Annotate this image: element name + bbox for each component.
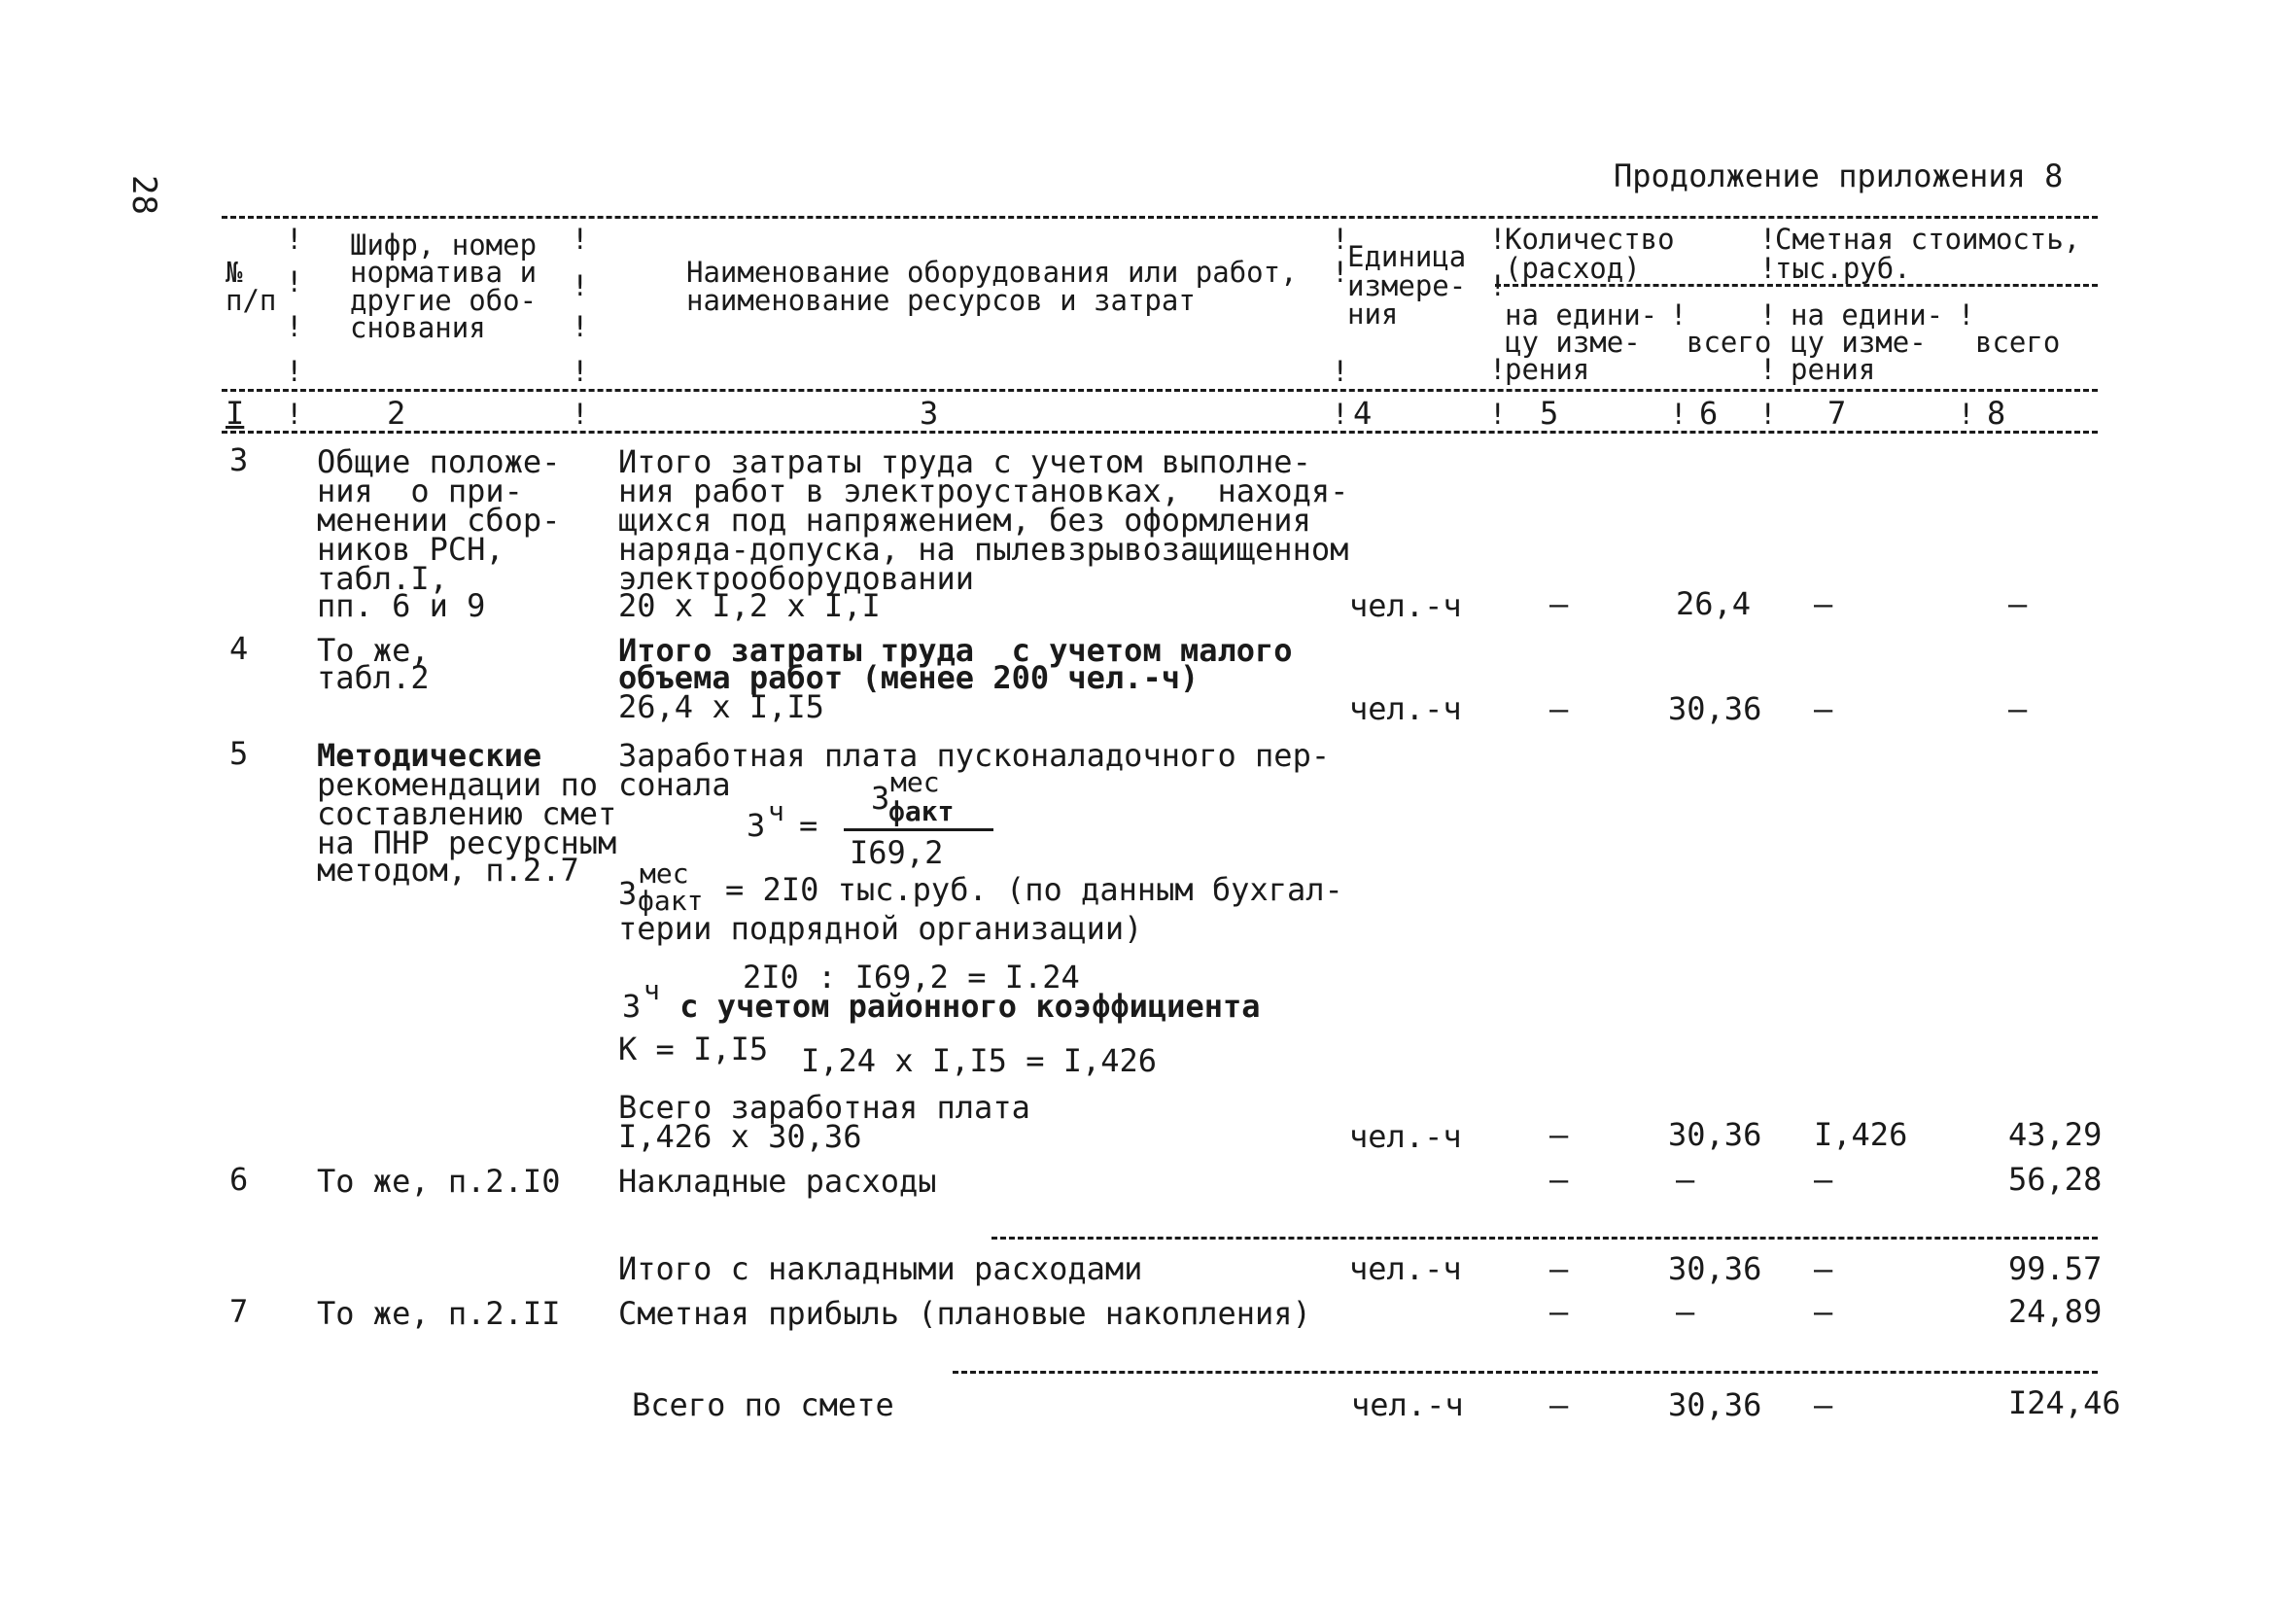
column-number-2: 2 [387,395,406,432]
separator: ! [286,265,303,298]
row-number: 5 [229,735,249,772]
separator: ! [572,269,589,302]
formula2-sup: мес [640,857,689,890]
coef-value: К = I,I5 [618,1031,769,1067]
column-number-8: 8 [1987,395,2006,432]
cost-group-header-line2: тыс.руб. [1775,252,1911,285]
quantity-group-header-line2: (расход) [1505,252,1641,285]
separator: ! [572,398,589,431]
table-top-rule [222,216,2098,219]
basis-line: табл.I, [317,560,448,597]
col1-header-line1: № [226,256,243,289]
basis-line: составлению смет [317,795,617,832]
formula-num-sub: факт [888,795,955,827]
cost-total-cell: 99.57 [2008,1250,2103,1287]
separator: ! [572,310,589,343]
name-line: Всего заработная плата [618,1089,1030,1126]
row-number: 4 [229,630,249,667]
basis-line: Методические [317,737,542,774]
qty-unit-cell: – [1549,1250,1569,1287]
col6-header: всего [1687,326,1772,359]
name-line: сонала [618,766,731,803]
col2-header-line2: норматива и [350,256,538,289]
qty-total-cell: – [1676,1161,1695,1198]
coef-calc: I,24 х I,I5 = I,426 [801,1042,1158,1079]
col4-header-line1: Единица [1347,240,1467,273]
cost-total-cell: 43,29 [2008,1116,2103,1153]
row-number: 6 [229,1161,249,1198]
header-bottom-rule [222,389,2098,392]
name-line: 26,4 х I,I5 [618,688,824,725]
name-line: объема работ (менее 200 чел.-ч) [618,659,1200,696]
name-line: Итого с накладными расходами [618,1250,1143,1287]
cost-unit-cell: – [1814,1250,1833,1287]
separator: ! [286,223,303,256]
qty-total-cell: 30,36 [1668,1250,1762,1287]
cost-unit-cell: – [1814,1386,1833,1423]
fraction-bar [844,828,993,831]
col7-header-line2: цу изме- [1791,326,1927,359]
basis-line: То же, [317,632,430,669]
basis-line: менении сбор- [317,502,561,539]
name-line: Накладные расходы [618,1163,937,1200]
cost-total-cell: 24,89 [2008,1293,2103,1330]
separator: ! [1958,298,1975,332]
separator: ! [1759,298,1777,332]
qty-unit-cell: – [1549,1293,1569,1330]
cost-total-cell: – [2008,690,2028,727]
row-number: 3 [229,441,249,478]
basis-line: То же, п.2.I0 [317,1163,561,1200]
basis-line: методом, п.2.7 [317,852,579,889]
cost-total-cell: – [2008,585,2028,622]
calc2-sup: ч [644,974,660,1006]
col3-header-line1: Наименование оборудования или работ, [686,256,1298,289]
qty-total-cell: 26,4 [1676,585,1752,622]
cost-group-header-line1: Сметная стоимость, [1775,223,2081,256]
continuation-title: Продолжение приложения 8 [1614,157,2064,194]
row-number: 7 [229,1293,249,1330]
formula-den: I69,2 [850,834,944,871]
qty-unit-cell: – [1549,1116,1569,1153]
cost-unit-cell: I,426 [1814,1116,1908,1153]
col4-header-line2: измере- [1347,269,1467,302]
column-number-7: 7 [1827,395,1847,432]
separator: ! [286,355,303,388]
col7-header-line1: на едини- [1791,298,1944,332]
qty-unit-cell: – [1549,585,1569,622]
name-line: ния работ в электроустановках, находя- [618,472,1349,509]
formula-eq: = [799,807,818,844]
basis-line: ников РСН, [317,531,504,568]
separator: ! [1332,355,1349,388]
separator: ! [1759,398,1777,431]
calc2-sym: З [622,988,642,1025]
separator: ! [1332,223,1349,256]
formula2-text2: терии подрядной организации) [618,910,1143,947]
cost-total-cell: I24,46 [2008,1384,2121,1421]
cost-unit-cell: – [1814,1293,1833,1330]
unit-cell: чел.-ч [1349,1250,1462,1287]
qty-total-cell: 30,36 [1668,1386,1762,1423]
column-numbers-rule [222,431,2098,434]
column-number-3: 3 [920,395,939,432]
separator: ! [286,398,303,431]
quantity-group-header-line1: Количество [1505,223,1675,256]
basis-line: ния о при- [317,472,523,509]
col1-header-line2: п/п [226,284,277,317]
col2-header-line3: другие обо- [350,284,538,317]
col5-header-line2: цу изме- [1505,326,1641,359]
separator: ! [1958,398,1975,431]
name-line: Заработная плата пусконаладочного пер- [618,737,1331,774]
col2-header-line1: Шифр, номер [350,228,538,262]
col3-header-line2: наименование ресурсов и затрат [686,284,1196,317]
formula-num: З [871,780,890,817]
col7-header-line3: рения [1791,353,1876,386]
separator: ! [1759,223,1777,256]
column-number-5: 5 [1540,395,1559,432]
formula2-sub: факт [638,885,704,917]
separator: ! [1332,256,1349,289]
basis-line: пп. 6 и 9 [317,587,486,624]
separator: ! [1489,353,1507,386]
separator: ! [572,355,589,388]
name-line: 20 х I,2 х I,I [618,587,881,624]
name-line: щихся под напряжением, без оформления [618,502,1311,539]
qty-unit-cell: – [1549,1161,1569,1198]
qty-unit-cell: – [1549,690,1569,727]
qty-total-cell: 30,36 [1668,690,1762,727]
name-line: электрооборудовании [618,560,975,597]
basis-line: на ПНР ресурсным [317,824,617,861]
formula-lhs: З [747,807,766,844]
unit-cell: чел.-ч [1351,1386,1464,1423]
col5-header-line1: на едини- [1505,298,1658,332]
separator: ! [1759,353,1777,386]
cost-unit-cell: – [1814,690,1833,727]
basis-line: табл.2 [317,659,430,696]
qty-total-cell: 30,36 [1668,1116,1762,1153]
grand-total-label: Всего по смете [632,1386,894,1423]
subtotal-rule [991,1237,2098,1240]
formula-lhs-sup: ч [768,795,784,827]
separator: ! [1759,252,1777,285]
name-line: Итого затраты труда с учетом малого [618,632,1293,669]
basis-line: рекомендации по [317,766,598,803]
cost-unit-cell: – [1814,1161,1833,1198]
separator: ! [1670,298,1687,332]
calc-line: 2I0 : I69,2 = I.24 [743,959,1080,996]
calc2-text: с учетом районного коэффициента [661,988,1261,1025]
col4-header-line3: ния [1347,297,1399,331]
grand-total-rule [953,1371,2098,1374]
name-line: I,426 х 30,36 [618,1118,862,1155]
formula2-sym: З [618,875,638,912]
cost-unit-cell: – [1814,585,1833,622]
column-number-6: 6 [1699,395,1719,432]
basis-line: Общие положе- [317,443,561,480]
page-number: 28 [124,175,163,215]
basis-line: То же, п.2.II [317,1295,561,1332]
separator: ! [1489,398,1507,431]
qty-total-cell: – [1676,1293,1695,1330]
formula-num-sup: мес [890,766,940,798]
col8-header: всего [1975,326,2061,359]
col2-header-line4: снования [350,311,486,344]
separator: ! [572,223,589,256]
name-line: Итого затраты труда с учетом выполне- [618,443,1311,480]
col5-header-line3: рения [1505,353,1590,386]
separator: ! [1489,269,1507,302]
unit-cell: чел.-ч [1349,587,1462,624]
separator: ! [1489,223,1507,256]
cost-total-cell: 56,28 [2008,1161,2103,1198]
name-line: наряда-допуска, на пылевзрывозащищенном [618,531,1349,568]
qty-unit-cell: – [1549,1386,1569,1423]
column-number-4: 4 [1353,395,1373,432]
separator: ! [286,310,303,343]
separator: ! [1670,398,1687,431]
separator: ! [1332,398,1349,431]
column-number-1: I [226,395,245,432]
unit-cell: чел.-ч [1349,690,1462,727]
name-line: Сметная прибыль (плановые накопления) [618,1295,1311,1332]
formula2-text: = 2I0 тыс.руб. (по данным бухгал- [725,871,1343,908]
unit-cell: чел.-ч [1349,1118,1462,1155]
